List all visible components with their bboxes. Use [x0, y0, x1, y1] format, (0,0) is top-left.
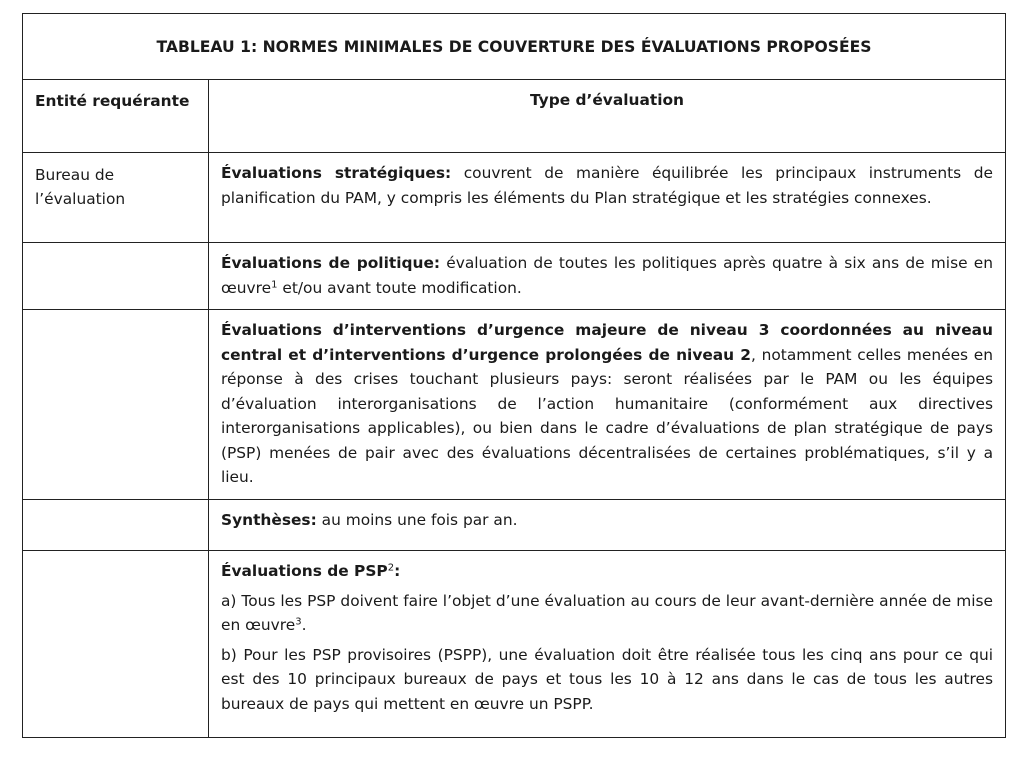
description-text: au moins une fois par an. — [316, 511, 518, 529]
description-cell — [209, 310, 1006, 500]
description-lead: Évaluations d’interventions d’urgence majeure de niveau 3 coordonnées au niveau central et d’interventions d’urgence prolongées de niveau 2 — [221, 321, 993, 364]
table-header-row — [23, 80, 1006, 153]
description-lead: Évaluations de politique: — [221, 254, 441, 272]
description-text: évaluation de toutes les politiques après quatre à six ans de mise en œuvre — [221, 254, 994, 297]
description-text-end: et/ou avant toute modification. — [277, 278, 522, 297]
entity-cell: Bureau de l’évaluation — [23, 153, 209, 243]
description-cell — [209, 243, 1006, 310]
description-paragraph-b: b) Pour les PSP provisoires (PSPP), une évaluation doit être réalisée tous les cinq ans pour ce qui est des 10 principaux bureaux de pays et tous les 10 à 12 ans dans le cas de tous les autres bureaux de pays qui mettent en œuvre un PSPP. — [221, 645, 993, 713]
header-type: Type d’évaluation — [209, 80, 1006, 153]
evaluation-coverage-table — [22, 13, 1006, 738]
table-row — [23, 310, 1006, 500]
entity-cell — [23, 310, 209, 500]
table-row — [23, 551, 1006, 738]
footnote-ref[interactable]: 1 — [271, 279, 278, 290]
description-cell — [209, 153, 1006, 243]
description-heading — [221, 559, 993, 584]
table-row — [23, 153, 1006, 243]
footnote-ref[interactable]: 2 — [387, 562, 395, 574]
description-text: a) Tous les PSP doivent faire l’objet d’une évaluation au cours de leur avant-dernière année de mise en œuvre — [221, 591, 993, 634]
table-caption-row — [23, 14, 1006, 80]
description-paragraph-a — [221, 589, 993, 638]
description-text: , notamment celles menées en réponse à des crises touchant plusieurs pays: seront réalisées par le PAM ou les équipes d’évaluation interorganisations de l’action humanitaire (conformément aux directives interorganisations applicables), ou bien dans le cadre d’évaluations de plan stratégique de pays (PSP) menées de pair avec des évaluations décentralisées de certaines problématiques, s’il y a lieu. — [221, 345, 993, 486]
table-row — [23, 500, 1006, 551]
description-cell — [209, 500, 1006, 551]
table-caption: TABLEAU 1: NORMES MINIMALES DE COUVERTURE DES ÉVALUATIONS PROPOSÉES — [23, 14, 1006, 80]
description-lead: Évaluations de PSP — [221, 562, 388, 580]
description-lead: Synthèses: — [221, 511, 317, 529]
entity-cell — [23, 551, 209, 738]
description-lead-colon: : — [394, 562, 401, 580]
description-cell — [209, 551, 1006, 738]
entity-cell — [23, 243, 209, 310]
description-text: couvrent de manière équilibrée les principaux instruments de planification du PAM, y compris les éléments du Plan stratégique et les stratégies connexes. — [221, 164, 993, 207]
description-lead: Évaluations stratégiques: — [221, 164, 452, 182]
table-row — [23, 243, 1006, 310]
description-text-end: . — [301, 616, 307, 634]
entity-cell — [23, 500, 209, 551]
footnote-ref[interactable]: 3 — [295, 616, 302, 628]
header-entity: Entité requérante — [23, 80, 209, 153]
